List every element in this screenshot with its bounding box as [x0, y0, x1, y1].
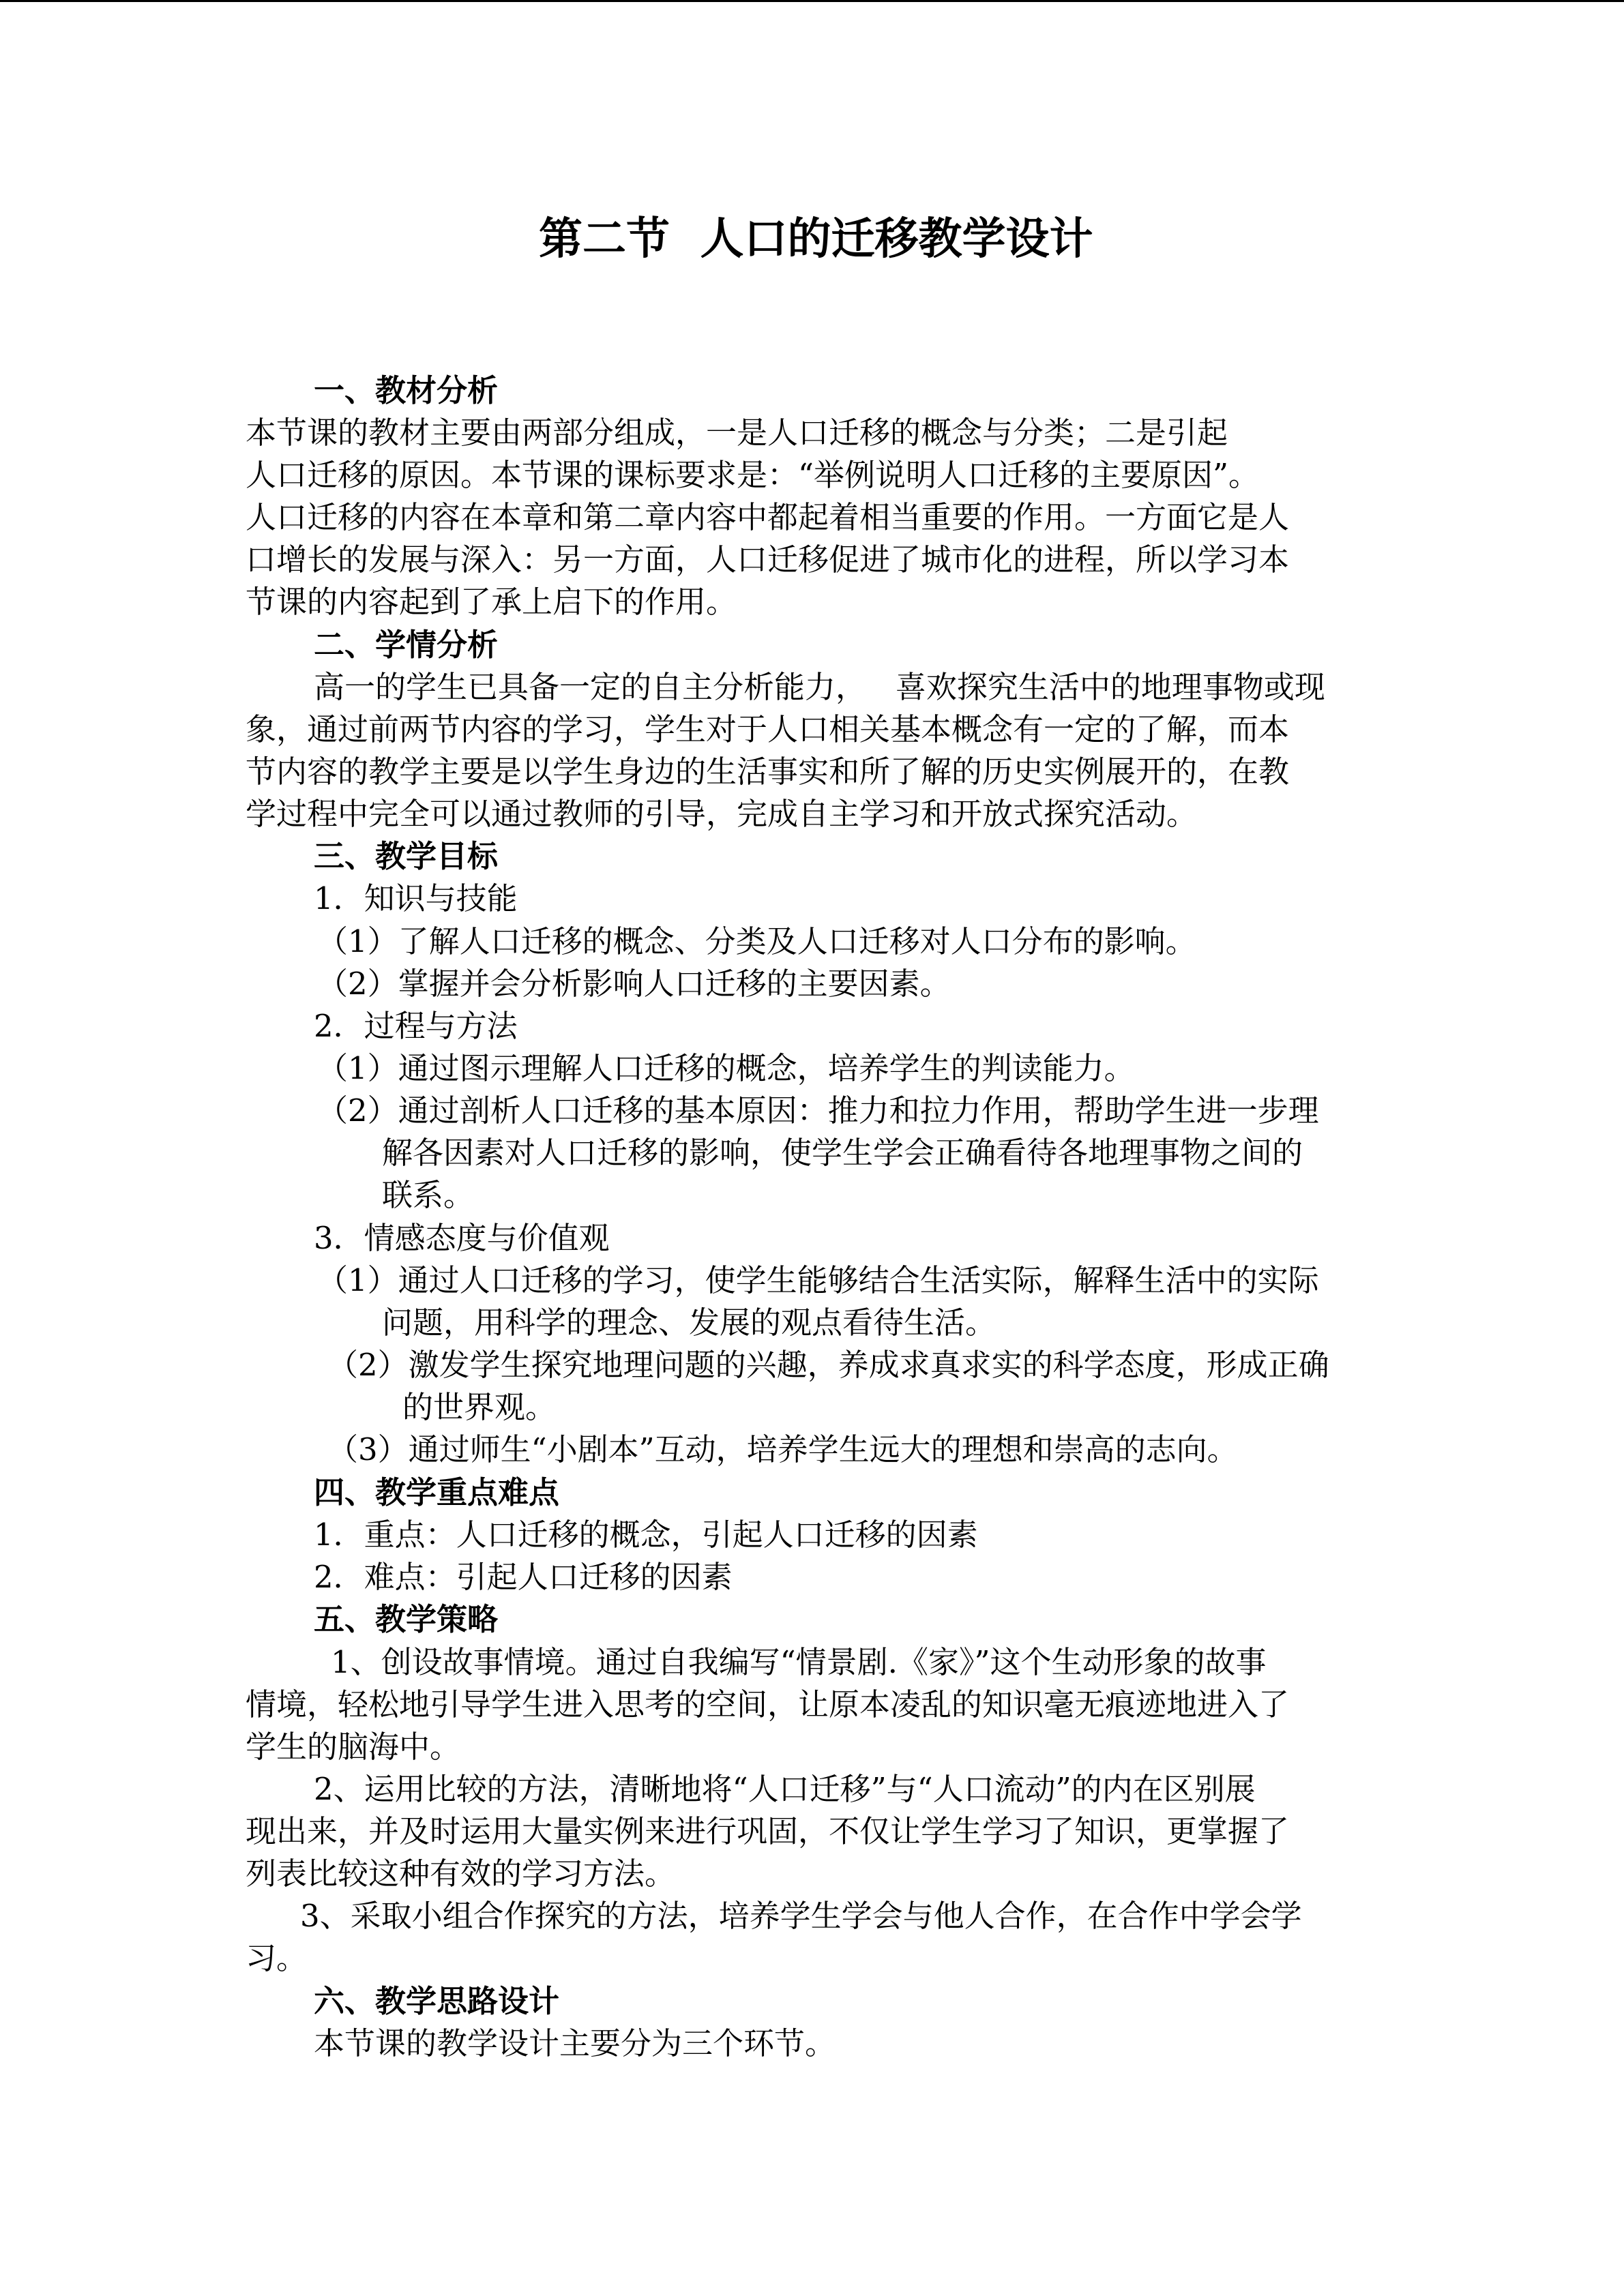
body-text-line: 现出来，并及时运用大量实例来进行巩固，不仅让学生学习了知识，更掌握了: [246, 1813, 1290, 1849]
body-text-line: 学过程中完全可以通过教师的引导，完成自主学习和开放式探究活动。: [246, 796, 1198, 832]
body-text-line: （3）通过师生“小剧本”互动，培养学生远大的理想和崇高的志向。: [327, 1431, 1238, 1467]
body-text-line: （2）掌握并会分析影响人口迁移的主要因素。: [317, 966, 951, 1002]
body-text-line: 口增长的发展与深入：另一方面，人口迁移促进了城市化的进程，所以学习本: [246, 541, 1290, 578]
body-text-line: 学生的脑海中。: [246, 1729, 461, 1765]
body-text-line: 人口迁移的原因。本节课的课标要求是：“举例说明人口迁移的主要原因”。: [246, 457, 1260, 493]
body-text-line: （1）了解人口迁移的概念、分类及人口迁移对人口分布的影响。: [317, 923, 1196, 959]
body-text-line: 象，通过前两节内容的学习，学生对于人口相关基本概念有一定的了解，而本: [246, 711, 1290, 747]
body-text-line: 1、创设故事情境。通过自我编写“情景剧.《家》”这个生动形象的故事: [331, 1644, 1267, 1680]
body-text-line: 节内容的教学主要是以学生身边的生活事实和所了解的历史实例展开的，在教: [246, 754, 1290, 790]
section-heading: 四、教学重点难点: [314, 1474, 560, 1510]
body-text-line: 习。: [246, 1940, 308, 1976]
body-text-line: 1．重点：人口迁移的概念，引起人口迁移的因素: [314, 1517, 978, 1553]
body-text-line: （1）通过图示理解人口迁移的概念，培养学生的判读能力。: [317, 1050, 1135, 1086]
section-heading: 六、教学思路设计: [314, 1983, 560, 2019]
section-heading: 三、教学目标: [314, 838, 499, 874]
body-text-line: 解各因素对人口迁移的影响，使学生学会正确看待各地理事物之间的: [382, 1135, 1303, 1171]
body-text-line: 本节课的教学设计主要分为三个环节。: [314, 2025, 836, 2061]
body-text-line: 列表比较这种有效的学习方法。: [246, 1855, 676, 1892]
body-text-line: 本节课的教材主要由两部分组成，一是人口迁移的概念与分类；二是引起: [246, 415, 1228, 451]
body-text-line: （2）激发学生探究地理问题的兴趣，养成求真求实的科学态度，形成正确: [327, 1347, 1329, 1383]
body-text-line: 3、采取小组合作探究的方法，培养学生学会与他人合作，在合作中学会学: [300, 1898, 1302, 1934]
section-heading: 二、学情分析: [314, 627, 499, 663]
body-text-line: 3．情感态度与价值观: [314, 1220, 610, 1256]
page-title: 第二节 人口的迁移教学设计: [539, 214, 1093, 265]
section-heading: 一、教材分析: [314, 372, 499, 408]
body-text-line: 2．难点：引起人口迁移的因素: [314, 1559, 733, 1595]
section-heading: 五、教学策略: [314, 1601, 499, 1637]
body-text-line: 高一的学生已具备一定的自主分析能力， 喜欢探究生活中的地理事物或现: [314, 669, 1325, 705]
body-text-line: 联系。: [382, 1177, 475, 1213]
body-text-line: 人口迁移的内容在本章和第二章内容中都起着相当重要的作用。一方面它是人: [246, 499, 1290, 535]
body-text-line: 情境，轻松地引导学生进入思考的空间，让原本凌乱的知识毫无痕迹地进入了: [246, 1686, 1290, 1723]
body-text-line: 节课的内容起到了承上启下的作用。: [246, 584, 737, 620]
body-text-line: 2．过程与方法: [314, 1008, 518, 1044]
body-text-line: 1．知识与技能: [314, 880, 518, 916]
body-text-line: （1）通过人口迁移的学习，使学生能够结合生活实际，解释生活中的实际: [317, 1262, 1319, 1298]
body-text-line: 问题，用科学的理念、发展的观点看待生活。: [382, 1304, 996, 1341]
body-text-line: （2）通过剖析人口迁移的基本原因：推力和拉力作用，帮助学生进一步理: [317, 1092, 1319, 1129]
body-text-line: 的世界观。: [402, 1389, 557, 1425]
body-text-line: 2、运用比较的方法，清晰地将“人口迁移”与“人口流动”的内在区别展: [314, 1771, 1256, 1807]
